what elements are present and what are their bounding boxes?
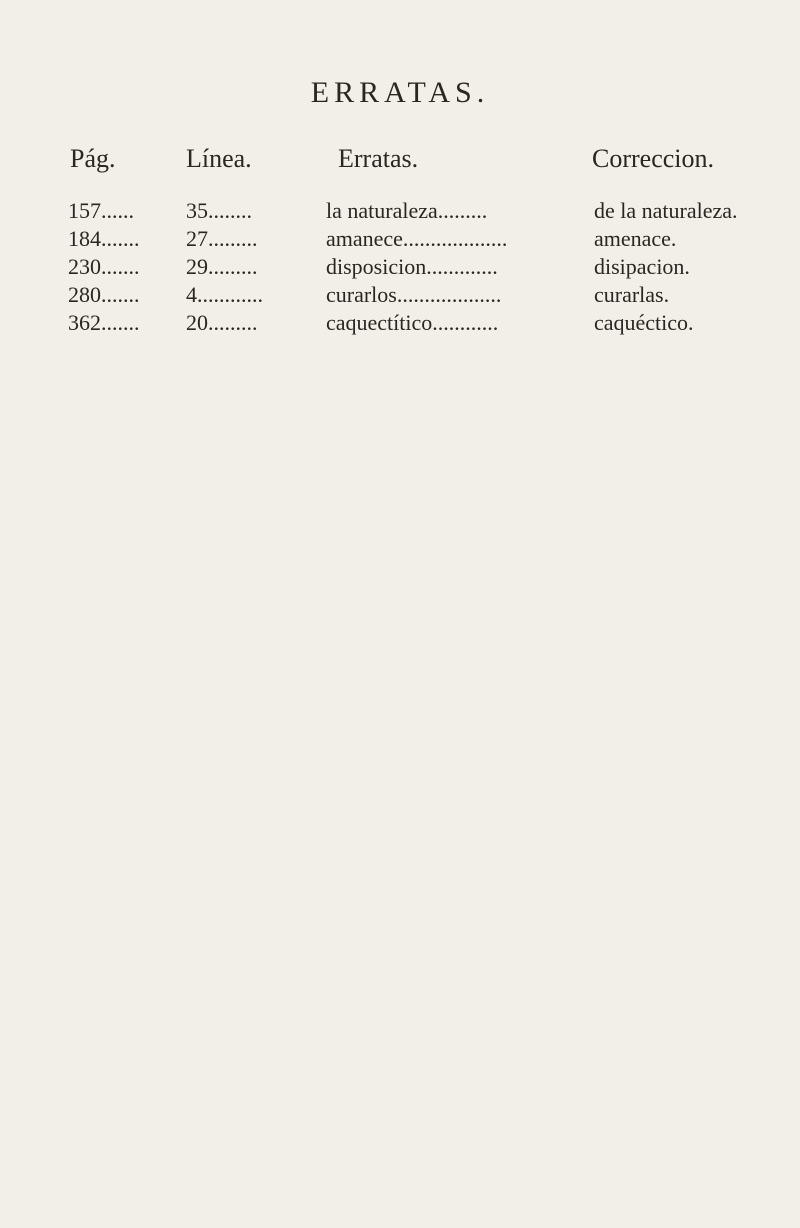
header-pag: Pág. <box>70 144 116 173</box>
row-correccion: caquéctico. <box>594 310 694 335</box>
header-correccion: Correccion. <box>592 144 715 173</box>
errata-table <box>0 198 800 338</box>
row-linea: 29......... <box>186 254 258 279</box>
errata-row <box>0 226 800 254</box>
row-correccion: curarlas. <box>594 282 670 307</box>
row-pag: 230....... <box>68 254 140 279</box>
row-errata: amanece................... <box>326 226 508 251</box>
row-linea: 27......... <box>186 226 258 251</box>
row-linea: 20......... <box>186 310 258 335</box>
row-errata: caquectítico............ <box>326 310 499 335</box>
errata-row <box>0 282 800 310</box>
row-errata: curarlos................... <box>326 282 502 307</box>
header-linea: Línea. <box>186 144 252 173</box>
row-correccion: disipacion. <box>594 254 690 279</box>
row-correccion: amenace. <box>594 226 677 251</box>
row-pag: 280....... <box>68 282 140 307</box>
row-pag: 184....... <box>68 226 140 251</box>
errata-row <box>0 310 800 338</box>
header-erratas: Erratas. <box>338 144 419 173</box>
row-correccion: de la naturaleza. <box>594 198 738 223</box>
row-errata: la naturaleza......... <box>326 198 488 223</box>
row-linea: 35........ <box>186 198 252 223</box>
row-linea: 4............ <box>186 282 263 307</box>
errata-row <box>0 254 800 282</box>
row-errata: disposicion............. <box>326 254 498 279</box>
errata-row <box>0 198 800 226</box>
row-pag: 157...... <box>68 198 134 223</box>
page-title: ERRATAS. <box>310 76 490 109</box>
row-pag: 362....... <box>68 310 140 335</box>
